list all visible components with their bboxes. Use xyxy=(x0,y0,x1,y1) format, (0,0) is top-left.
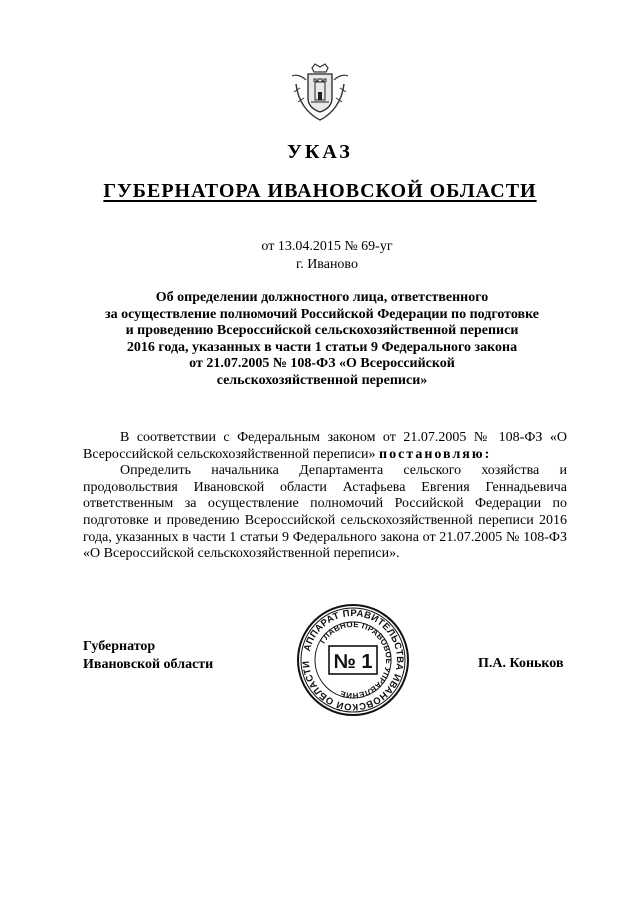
document-subject xyxy=(80,290,564,390)
issuing-authority-title xyxy=(0,180,640,203)
city: г. Иваново xyxy=(296,257,358,272)
position-line: Губернатор xyxy=(83,639,156,654)
seal-outer-text: АППАРАТ ПРАВИТЕЛЬСТВА ИВАНОВСКОЙ ОБЛАСТИ xyxy=(300,607,406,713)
subject-line: Об определении должностного лица, ответственного xyxy=(155,290,489,305)
operative-paragraph: Определить начальника Департамента сельского хозяйства и продовольствия Ивановской области Астафьева Евгения Геннадьевича ответственным за осуществление полномочий Российской Федерации по подготовке и проведению Всероссийской сельскохозяйственной переписи 2016 года, указанных в части 1 статьи 9 Федерального закона от 21.07.2005 № 108-ФЗ «О Всероссийской сельскохозяйственной переписи». xyxy=(83,463,567,562)
authority-text: ГУБЕРНАТОРА ИВАНОВСКОЙ ОБЛАСТИ xyxy=(103,180,537,202)
subject-line: 2016 года, указанных в части 1 статьи 9 Федерального закона xyxy=(126,339,518,355)
seal-number: № 1 xyxy=(333,651,373,673)
subject-line: и проведению Всероссийской сельскохозяйственной переписи xyxy=(125,323,519,339)
document-meta xyxy=(0,238,640,274)
preamble-text: В соответствии с Федеральным законом от 21.07.2005 № 108-ФЗ «О Всероссийской сельскохозяйственной переписи» xyxy=(83,430,567,462)
coat-of-arms-icon xyxy=(288,62,352,126)
document-type-title: УКАЗ xyxy=(287,141,353,163)
signatory-name: П.А. Коньков xyxy=(478,656,564,671)
date-number: от 13.04.2015 № 69-уг xyxy=(261,239,393,254)
subject-line: от 21.07.2005 № 108-ФЗ «О Всероссийской xyxy=(189,356,455,372)
preamble-paragraph xyxy=(83,430,567,463)
document-body xyxy=(83,430,567,563)
position-line: Ивановской области xyxy=(83,657,214,672)
subject-line: за осуществление полномочий Российской Федерации по подготовке xyxy=(104,306,540,322)
official-seal-stamp xyxy=(296,603,410,717)
decree-word: постановляю: xyxy=(379,446,492,462)
signatory-position xyxy=(83,638,213,674)
seal-inner-text: ГЛАВНОЕ ПРАВОВОЕ УПРАВЛЕНИЕ xyxy=(318,619,394,701)
subject-line: сельскохозяйственной переписи» xyxy=(216,372,428,388)
